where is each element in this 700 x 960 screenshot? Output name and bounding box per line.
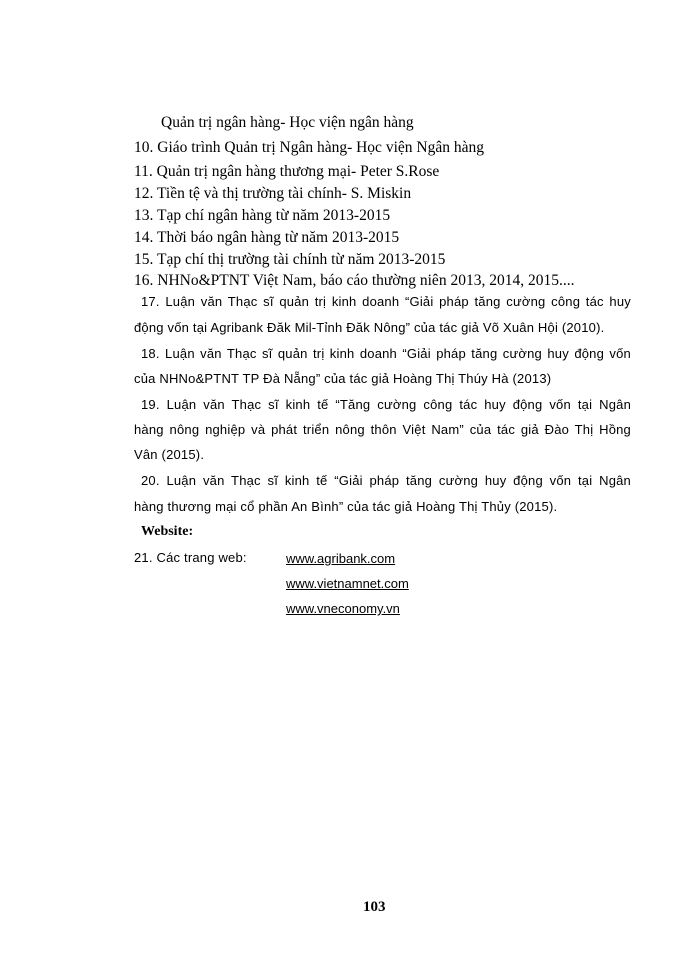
reference-11: 11. Quản trị ngân hàng thương mại- Peter S.Rose [134, 163, 440, 180]
reference-19-line-3: Vân (2015). [134, 447, 205, 462]
reference-18-line-1: 18. Luận văn Thạc sĩ quản trị kinh doanh “Giải pháp tăng cường huy động vốn [141, 346, 631, 361]
reference-17-line-1: 17. Luận văn Thạc sĩ quản trị kinh doanh “Giải pháp tăng cường công tác huy [141, 294, 631, 309]
link-vietnamnet[interactable]: www.vietnamnet.com [286, 576, 409, 591]
reference-14: 14. Thời báo ngân hàng từ năm 2013-2015 [134, 229, 400, 246]
reference-17-line-2: động vốn tại Agribank Đăk Mil-Tỉnh Đăk Nông” của tác giả Võ Xuân Hội (2010). [134, 320, 605, 335]
reference-13: 13. Tạp chí ngân hàng từ năm 2013-2015 [134, 207, 391, 224]
reference-19-line-2: hàng nông nghiệp và phát triển nông thôn Việt Nam” của tác giả Đào Thị Hồng [134, 422, 631, 437]
reference-12: 12. Tiền tệ và thị trường tài chính- S. Miskin [134, 185, 412, 202]
reference-20-line-1: 20. Luận văn Thạc sĩ kinh tế “Giải pháp tăng cường huy động vốn tại Ngân [141, 473, 631, 488]
link-vneconomy[interactable]: www.vneconomy.vn [286, 601, 400, 616]
reference-18-line-2: của NHNo&PTNT TP Đà Nẵng” của tác giả Hoàng Thị Thúy Hà (2013) [134, 371, 552, 386]
reference-15: 15. Tạp chí thị trường tài chính từ năm 2013-2015 [134, 251, 446, 268]
reference-continuation: Quản trị ngân hàng- Học viện ngân hàng [161, 114, 414, 131]
reference-20-line-2: hàng thương mại cổ phần An Bình” của tác giả Hoàng Thị Thủy (2015). [134, 499, 558, 514]
reference-10: 10. Giáo trình Quản trị Ngân hàng- Học viện Ngân hàng [134, 139, 484, 156]
link-agribank[interactable]: www.agribank.com [286, 551, 396, 566]
reference-19-line-1: 19. Luận văn Thạc sĩ kinh tế “Tăng cường công tác huy động vốn tại Ngân [141, 397, 631, 412]
page-number: 103 [363, 899, 386, 915]
reference-16: 16. NHNo&PTNT Việt Nam, báo cáo thường niên 2013, 2014, 2015.... [134, 272, 575, 289]
website-heading: Website: [141, 524, 194, 539]
website-label: 21. Các trang web: [134, 550, 247, 565]
